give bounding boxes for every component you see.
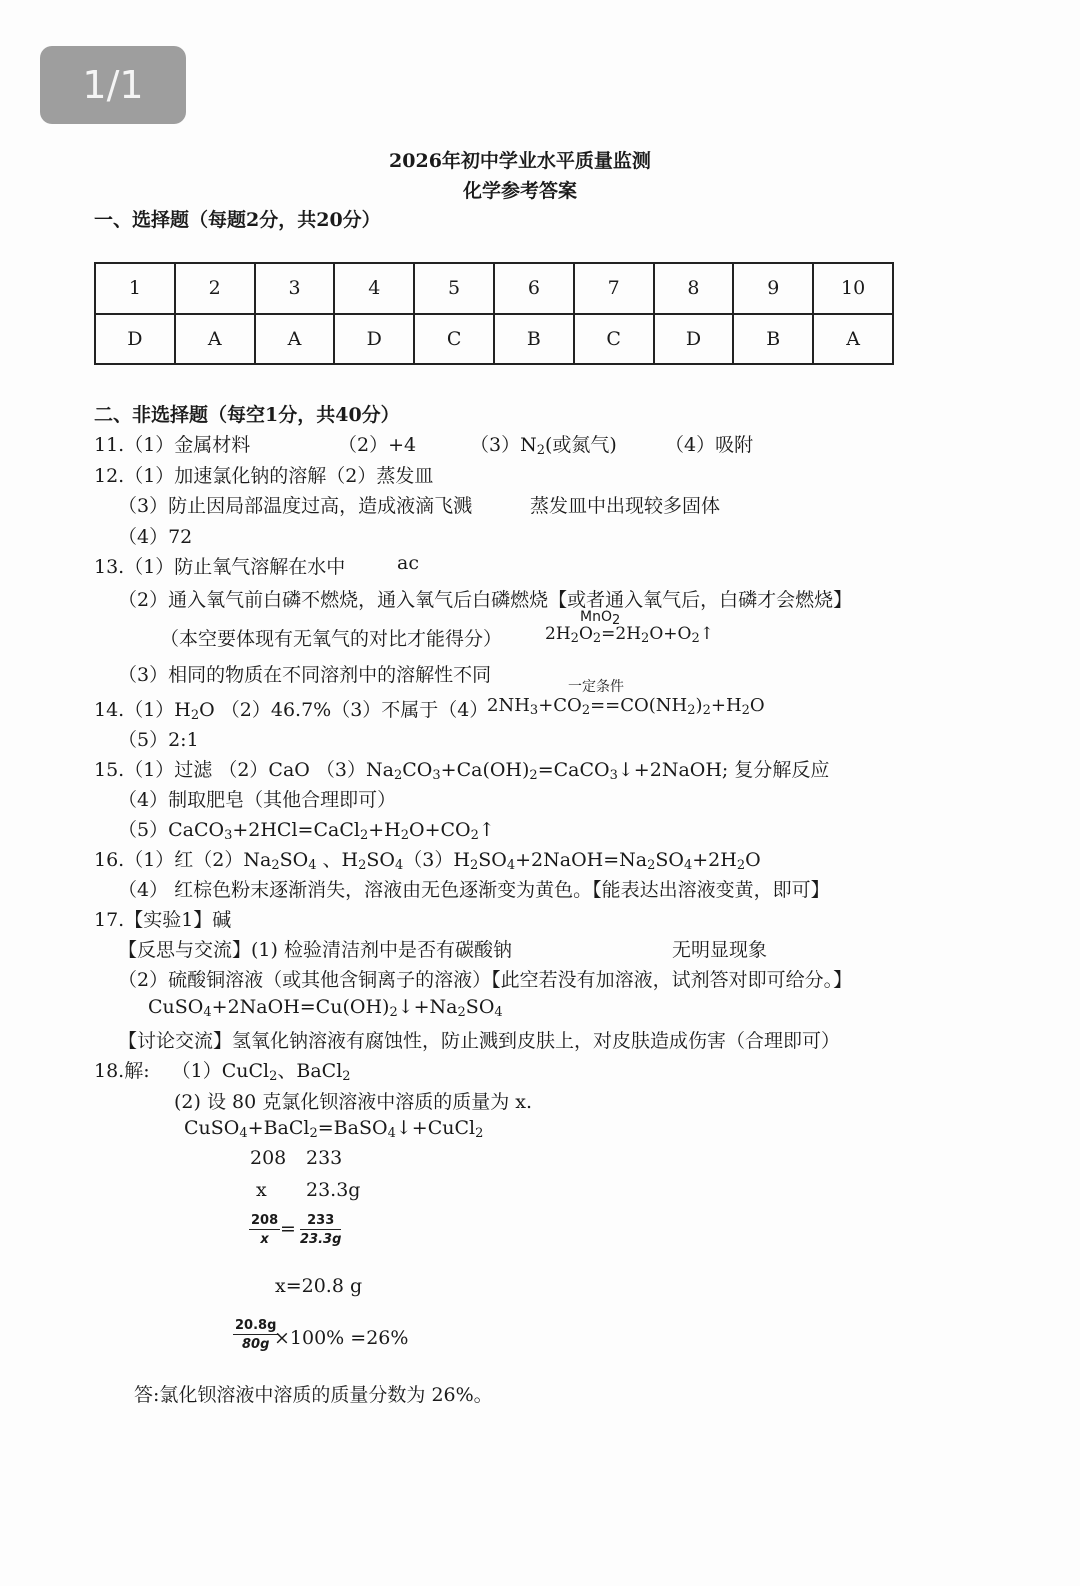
question-number: 6 bbox=[494, 263, 574, 314]
subscript: 2 bbox=[359, 828, 369, 843]
q15-line3 bbox=[118, 815, 495, 842]
subscript: 4 bbox=[506, 858, 516, 873]
percentage-result: ×100% =26% bbox=[274, 1327, 409, 1349]
q11-part1: 11.（1）金属材料 bbox=[94, 434, 251, 456]
q17-equation bbox=[148, 996, 503, 1018]
text: 18.解: bbox=[94, 1060, 150, 1082]
subscript: 4 bbox=[395, 858, 404, 873]
q11-part4: （4）吸附 bbox=[665, 434, 754, 456]
text: O bbox=[749, 695, 765, 716]
q13-line3: （本空要体现有无氧气的对比才能得分） bbox=[160, 628, 503, 650]
text: O+O bbox=[649, 624, 692, 644]
text: O+CO bbox=[409, 819, 471, 841]
subscript: 2 bbox=[271, 858, 280, 873]
molar-mass-cuso4: 208 bbox=[250, 1147, 287, 1169]
text: SO bbox=[366, 849, 395, 871]
q17-line2: 【反思与交流】(1) 检验清洁剂中是否有碳酸钠 bbox=[118, 939, 512, 961]
text: 16.（1）红（2） bbox=[94, 849, 244, 871]
page-title: 2026年初中学业水平质量监测 bbox=[389, 150, 651, 172]
question-number: 2 bbox=[175, 263, 255, 314]
fraction-233-over-23.3g bbox=[300, 1213, 341, 1247]
subscript: 2 bbox=[536, 443, 545, 458]
page-indicator[interactable]: 1/1 bbox=[40, 46, 186, 124]
question-number: 3 bbox=[255, 263, 335, 314]
text: +Ca(OH) bbox=[440, 759, 530, 781]
text: H bbox=[453, 849, 470, 871]
q17-line2b: 无明显现象 bbox=[672, 939, 768, 961]
q17-line3: （2）硫酸铜溶液（或其他含铜离子的溶液）【此空若没有加溶液，试剂答对即可给分。】 bbox=[118, 969, 853, 991]
page-subtitle: 化学参考答案 bbox=[462, 180, 577, 202]
question-number: 1 bbox=[95, 263, 175, 314]
text: +CO bbox=[538, 695, 582, 716]
subscript: 4 bbox=[387, 1126, 396, 1141]
subscript: 2 bbox=[457, 1005, 466, 1020]
subscript: 2 bbox=[529, 768, 538, 783]
equals-sign: = bbox=[280, 1218, 296, 1240]
q11-part2: （2）+4 bbox=[338, 434, 417, 456]
question-number: 4 bbox=[334, 263, 414, 314]
q12-line2: （3）防止因局部温度过高，造成液滴飞溅 bbox=[118, 495, 473, 517]
text: SO bbox=[465, 996, 495, 1018]
given-mass: 23.3g bbox=[306, 1179, 361, 1201]
subscript: 3 bbox=[529, 703, 539, 718]
text: =CaCO bbox=[537, 759, 610, 781]
subscript: 2 bbox=[570, 631, 579, 646]
q16-line2: （4） 红棕色粉末逐渐消失，溶液由无色逐渐变为黄色。【能表达出溶液变黄，即可】 bbox=[118, 879, 830, 901]
subscript: 2 bbox=[469, 858, 479, 873]
subscript: 2 bbox=[393, 768, 403, 783]
text: SO bbox=[478, 849, 507, 871]
unknown-x: x bbox=[256, 1179, 267, 1201]
q18-line2: (2) 设 80 克氯化钡溶液中溶质的质量为 x. bbox=[174, 1091, 533, 1113]
subscript: 2 bbox=[741, 703, 750, 718]
answer-letter: B bbox=[494, 314, 574, 365]
subscript: 3 bbox=[224, 828, 233, 843]
q13-line2: （2）通入氧气前白磷不燃烧，通入氧气后白磷燃烧【或者通入氧气后，白磷才会燃烧】 bbox=[118, 589, 853, 611]
subscript: 2 bbox=[475, 1126, 484, 1141]
text: ↓+2NaOH; 复分解反应 bbox=[617, 759, 830, 781]
text: 14.（1）H bbox=[94, 699, 191, 721]
text: ) bbox=[695, 695, 703, 716]
subscript: 2 bbox=[647, 858, 656, 873]
denominator: 80g bbox=[241, 1337, 270, 1352]
text: O （2）46.7%（3）不属于（4） bbox=[199, 699, 489, 721]
subscript: 4 bbox=[239, 1126, 248, 1141]
q14-equation bbox=[487, 695, 765, 716]
text: =BaSO bbox=[317, 1117, 388, 1139]
subscript: 2 bbox=[309, 1126, 318, 1141]
answer-letter: C bbox=[574, 314, 654, 365]
text: +2NaOH=Cu(OH) bbox=[211, 996, 390, 1018]
subscript: 2 bbox=[190, 708, 200, 723]
q17-line5: 【讨论交流】氢氧化钠溶液有腐蚀性，防止溅到皮肤上，对皮肤造成伤害（合理即可） bbox=[118, 1030, 841, 1052]
result-x: x=20.8 g bbox=[275, 1275, 363, 1297]
text: SO bbox=[279, 849, 309, 871]
subscript: 2 bbox=[342, 1069, 351, 1084]
final-answer: 答:氯化钡溶液中溶质的质量分数为 26%。 bbox=[134, 1384, 493, 1406]
subscript: 2 bbox=[736, 858, 746, 873]
question-number: 10 bbox=[813, 263, 893, 314]
subscript: 2 bbox=[702, 703, 711, 718]
subscript: 3 bbox=[609, 768, 618, 783]
subscript: 2 bbox=[581, 703, 591, 718]
q18-line1 bbox=[94, 1056, 351, 1083]
subscript: 2 bbox=[691, 631, 700, 646]
subscript: 4 bbox=[683, 858, 693, 873]
numerator: 20.8g bbox=[235, 1318, 277, 1333]
answer-letter: A bbox=[175, 314, 255, 365]
q11-part3 bbox=[470, 430, 617, 457]
q17-line1: 17.【实验1】碱 bbox=[94, 909, 232, 931]
subscript: 2 bbox=[592, 631, 602, 646]
q14-line1 bbox=[94, 695, 488, 722]
subscript: 4 bbox=[308, 858, 317, 873]
subscript: 2 bbox=[269, 1069, 278, 1084]
section2-heading: 二、非选择题（每空1分，共40分） bbox=[94, 404, 400, 426]
text: CaCO bbox=[168, 819, 225, 841]
text: ↑ bbox=[478, 819, 495, 841]
text: +H bbox=[710, 695, 742, 716]
q13-equation bbox=[545, 624, 714, 644]
question-number: 8 bbox=[654, 263, 734, 314]
answer-letter: A bbox=[813, 314, 893, 365]
text: （1）CuCl bbox=[171, 1060, 270, 1082]
q12-line2b: 蒸发皿中出现较多固体 bbox=[530, 495, 721, 517]
answer-letter: C bbox=[414, 314, 494, 365]
text: +H bbox=[368, 819, 401, 841]
q15-line2: （4）制取肥皂（其他合理即可） bbox=[118, 789, 397, 811]
q16-line1 bbox=[94, 845, 761, 872]
subscript: 4 bbox=[494, 1005, 503, 1020]
text: O bbox=[745, 849, 761, 871]
text: +2HCl=CaCl bbox=[232, 819, 360, 841]
q15-equation bbox=[366, 759, 829, 781]
subscript: 2 bbox=[358, 858, 367, 873]
text: CuSO bbox=[184, 1117, 240, 1139]
q15-line1 bbox=[94, 755, 829, 782]
text: （5） bbox=[118, 819, 169, 841]
answer-letter: D bbox=[334, 314, 414, 365]
text: 2NH bbox=[487, 695, 530, 716]
numerator: 208 bbox=[251, 1213, 279, 1228]
molar-mass-baso4: 233 bbox=[306, 1147, 343, 1169]
subscript: 4 bbox=[203, 1005, 212, 1020]
answer-letter: B bbox=[733, 314, 813, 365]
q18-part1 bbox=[172, 1060, 351, 1082]
text: CuSO bbox=[148, 996, 204, 1018]
q14-line2: （5）2:1 bbox=[118, 729, 199, 751]
text: (或氮气) bbox=[545, 434, 617, 456]
text: =2H bbox=[601, 624, 642, 644]
text: CO bbox=[402, 759, 433, 781]
text: 2H bbox=[545, 624, 571, 644]
q18-equation bbox=[184, 1117, 483, 1139]
text: SO bbox=[655, 849, 684, 871]
text: ↓+Na bbox=[397, 996, 458, 1018]
question-number: 5 bbox=[414, 263, 494, 314]
text: （3）N bbox=[470, 434, 537, 456]
answer-letter: D bbox=[95, 314, 175, 365]
q13-line1: 13.（1）防止氧气溶解在水中 bbox=[94, 556, 346, 578]
numerator: 233 bbox=[300, 1213, 341, 1230]
subscript: 3 bbox=[432, 768, 441, 783]
text: 、BaCl bbox=[277, 1060, 343, 1082]
answer-letter: D bbox=[654, 314, 734, 365]
section1-heading: 一、选择题（每题2分，共20分） bbox=[94, 209, 381, 231]
fraction-208-over-x bbox=[249, 1213, 280, 1247]
question-number: 7 bbox=[574, 263, 654, 314]
q15-equation2 bbox=[168, 819, 495, 841]
answer-table bbox=[94, 262, 894, 365]
text: O bbox=[578, 624, 593, 644]
subscript: 2 bbox=[611, 613, 621, 628]
answer-letter: A bbox=[255, 314, 335, 365]
reaction-condition: 一定条件 bbox=[568, 679, 624, 695]
text: +2H bbox=[692, 849, 737, 871]
subscript: 2 bbox=[470, 828, 479, 843]
denominator: x bbox=[260, 1232, 269, 1247]
text: 15.（1）过滤 （2）CaO （3） bbox=[94, 759, 367, 781]
text: +2NaOH=Na bbox=[515, 849, 648, 871]
q13-line4: （3）相同的物质在不同溶剂中的溶解性不同 bbox=[118, 664, 492, 686]
text: ↓+CuCl bbox=[395, 1117, 476, 1139]
answer-table-numbers bbox=[95, 263, 893, 314]
text: +BaCl bbox=[247, 1117, 310, 1139]
subscript: 2 bbox=[400, 828, 410, 843]
text: Na bbox=[243, 849, 272, 871]
text: ↑ bbox=[699, 624, 714, 644]
subscript: 2 bbox=[641, 631, 650, 646]
text: ==CO(NH bbox=[590, 695, 688, 716]
question-number: 9 bbox=[733, 263, 813, 314]
subscript: 2 bbox=[687, 703, 696, 718]
text: MnO bbox=[580, 609, 612, 625]
catalyst-label bbox=[580, 609, 621, 628]
text: 、H bbox=[316, 849, 359, 871]
denominator: 23.3g bbox=[300, 1232, 342, 1247]
answer-table-answers bbox=[95, 314, 893, 365]
q13-answer-ac: ac bbox=[397, 552, 419, 574]
text: （3） bbox=[403, 849, 454, 871]
q12-line3: （4）72 bbox=[118, 526, 193, 548]
subscript: 2 bbox=[389, 1005, 398, 1020]
q12-line1: 12.（1）加速氯化钠的溶解（2）蒸发皿 bbox=[94, 465, 434, 487]
text: Na bbox=[366, 759, 394, 781]
fraction-percentage bbox=[233, 1318, 278, 1352]
